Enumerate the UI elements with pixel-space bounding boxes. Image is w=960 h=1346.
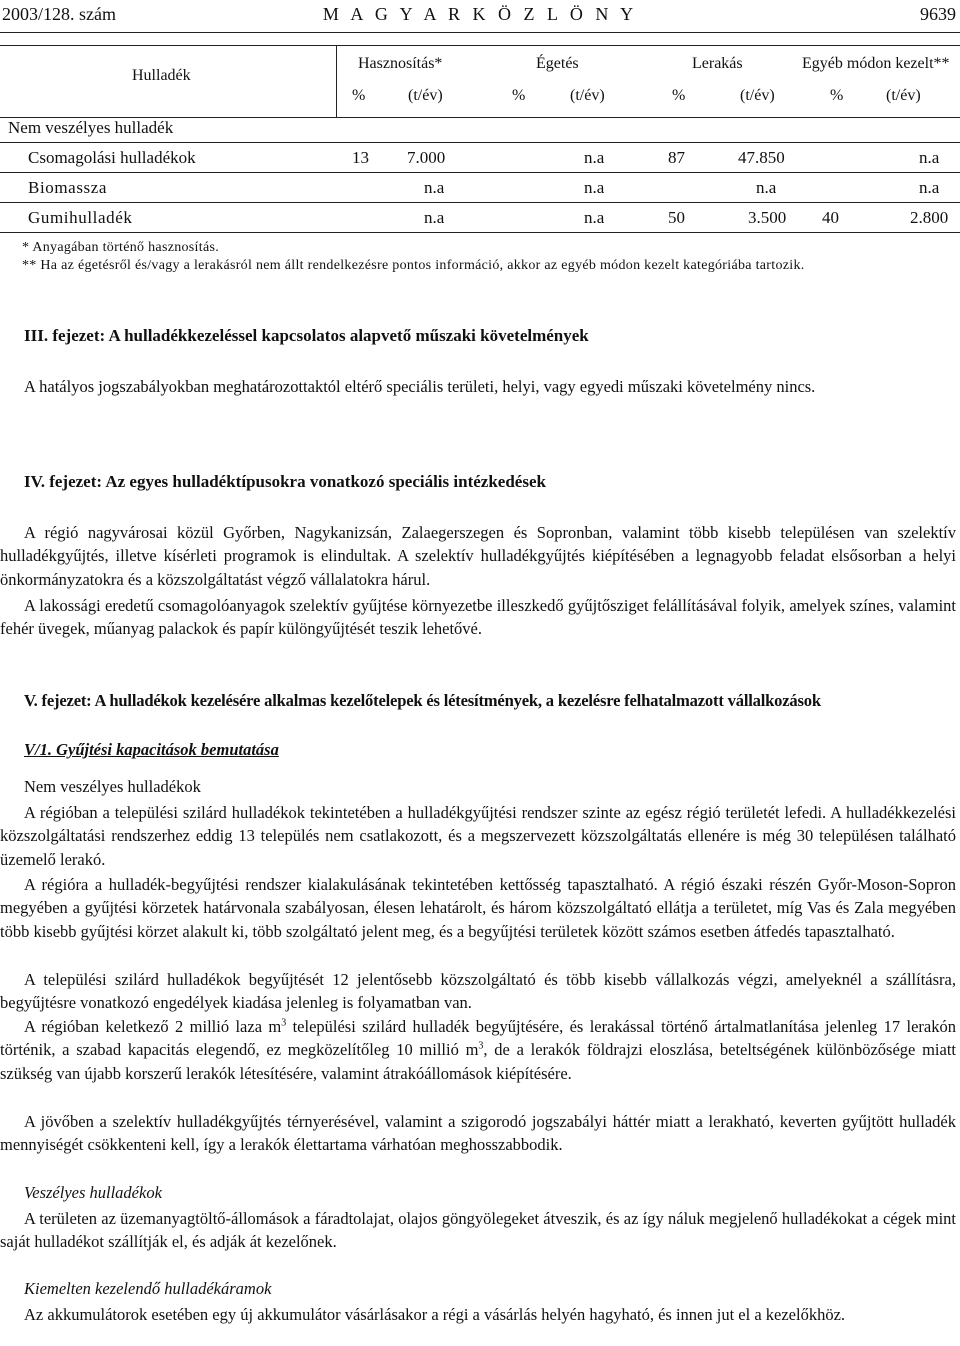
table-cell: 50 [668,208,685,227]
paragraph [0,594,956,641]
paragraph-text: A jövőben a szelektív hulladékgyűjtés térnyerésével, valamint a szigorodó jogszabályi háttér miatt a lerakható, keverten gyűjtött hulladék mennyiségét csökkenteni kell, így a lerakók élettartama várhatóan meghosszabbodik. [0,1112,956,1155]
paragraph-text: A lakossági eredetű csomagolóanyagok szelektív gyűjtése környezetbe illeszkedő gyűjtősziget felállításával folyik, amelyek színes, valamint fehér üvegek, műanyag palackok és papír különgyűjtését teszik lehetővé. [0,596,956,639]
table-cell: n.a [756,178,777,197]
paragraph-text: Az akkumulátorok esetében egy új akkumulátor vásárlásakor a régi a vásárlás helyén hagyható, és innen jut el a kezelőkhöz. [24,1305,846,1324]
chapter-heading: IV. fejezet: Az egyes hulladéktípusokra vonatkozó speciális intézkedések [24,472,546,491]
page-header [0,0,960,32]
page-number: 9639 [920,4,956,24]
subsection-label: Kiemelten kezelendő hulladékáramok [24,1279,272,1298]
table-cell: n.a [584,208,605,227]
table-cell: n.a [919,148,940,167]
paragraph [0,1303,956,1326]
table-corner-label: Hulladék [132,67,191,84]
group-header: Lerakás [692,55,743,72]
paragraph-text: A régióban a települési szilárd hulladékok tekintetében a hulladékgyűjtési rendszer szinte az egész régió területét lefedi. A hulladékkezelési közszolgáltatási rendszerhez eddig 13 település nem csatlakozott, és a megszervezett közszolgáltatás ellenére is még 30 településen található üzemelő lerakó. [0,803,956,869]
subsection-label: Nem veszélyes hulladékok [24,777,201,796]
paragraph [0,521,956,591]
row-label: Gumihulladék [28,208,133,227]
table-cell: 2.800 [910,208,949,227]
paragraph [0,968,956,1015]
paragraph [0,1110,956,1157]
table-section-rule [0,142,960,143]
issue-number: 2003/128. szám [2,4,116,24]
paragraph [0,801,956,871]
table-cell: n.a [424,178,445,197]
table-cell: 7.000 [407,148,446,167]
group-header: Égetés [536,55,579,72]
table-divider [336,45,337,117]
journal-title: M A G Y A R K Ö Z L Ö N Y [322,4,638,24]
paragraph-text: települési szilárd hulladék begyűjtésére, és lerakással történő ártalmatlanítása jelenleg 17 lerakón történik, a szabad kapacitás elegendő, ez megközelítőleg 10 millió m [0,1017,956,1060]
chapter-heading: V. fejezet: A hulladékok kezelésére alkalmas kezelőtelepek és létesítmények, a kezelésre felhatalmazott vállalkozások [24,691,821,710]
paragraph-text: A területen az üzemanyagtöltő-állomások a fáradtolajat, olajos göngyölegeket átveszik, és az így náluk megjelenő hulladékokat a cégek mint saját hulladékot szállítják el, és adják át kezelőnek. [0,1209,956,1252]
table-cell: n.a [584,178,605,197]
table-cell: 47.850 [738,148,785,167]
table-cell: n.a [584,148,605,167]
row-label: Csomagolási hulladékok [28,148,196,167]
row-rule [0,172,960,173]
table-cell: 13 [352,148,369,167]
table-cell: n.a [424,208,445,227]
footnote: * Anyagában történő hasznosítás. [22,240,219,255]
unit-header: % [830,87,844,104]
unit-header: % [512,87,526,104]
paragraph-text: A régióra a hulladék-begyűjtési rendszer kialakulásának tekintetében kettősség tapasztalható. A régió északi részén Győr-Moson-Sopron megyében a gyűjtési körzetek határvonala szabályosan, élesen lehatárolt, és három közszolgáltató ellátja a területet, míg Vas és Zala megyében több kisebb gyűjtési körzet alakult ki, több szolgáltató jelent meg, és a begyűjtési területek között számos esetben átfedés tapasztalható. [0,875,956,941]
unit-header: (t/év) [886,87,921,104]
unit-header: % [352,87,366,104]
paragraph [0,1207,956,1254]
footnote: ** Ha az égetésről és/vagy a lerakásról nem állt rendelkezésre pontos információ, akkor az egyéb módon kezelt kategóriába tartozik. [22,258,805,273]
subsection-heading: V/1. Gyűjtési kapacitások bemutatása [24,740,279,759]
unit-header: % [672,87,686,104]
paragraph-text: , de a lerakók földrajzi eloszlása, beteltségének különbözősége miatt szükség van újabb korszerű lerakók létesítésére, valamint átrakóállomások kiépítésére. [0,1040,957,1083]
unit-header: (t/év) [408,87,443,104]
table-cell: 87 [668,148,685,167]
table-cell: n.a [919,178,940,197]
header-rule [0,32,960,33]
paragraph-text: A hatályos jogszabályokban meghatározottaktól eltérő speciális területi, helyi, vagy egyedi műszaki követelmény nincs. [24,377,816,396]
group-header: Egyéb módon kezelt** [802,55,950,72]
paragraph-text: A települési szilárd hulladékok begyűjtését 12 jelentősebb közszolgáltató és több kisebb vállalkozás végzi, amelyeknél a szállításra, begyűjtésre vonatkozó engedélyek kiadása jelenleg is folyamatban van. [0,970,956,1013]
paragraph [0,873,956,943]
table-cell: 40 [822,208,839,227]
group-header: Hasznosítás* [358,55,443,72]
paragraph [0,1015,956,1085]
paragraph-text: A régióban keletkező 2 millió laza m [24,1017,282,1036]
superscript: 3 [281,1017,287,1029]
subsection-label: Veszélyes hulladékok [24,1183,162,1202]
table-top-rule [0,45,960,46]
unit-header: (t/év) [740,87,775,104]
row-rule [0,202,960,203]
chapter-heading: III. fejezet: A hulladékkezeléssel kapcsolatos alapvető műszaki követelmények [24,326,589,345]
unit-header: (t/év) [570,87,605,104]
paragraph [0,375,956,398]
table-bottom-rule [0,232,960,233]
row-label: Biomassza [28,178,108,197]
superscript: 3 [478,1040,484,1052]
table-section-label: Nem veszélyes hulladék [8,118,174,137]
paragraph-text: A régió nagyvárosai közül Győrben, Nagykanizsán, Zalaegerszegen és Sopronban, valamint több kisebb településen van szelektív hulladékgyűjtés, illetve kísérleti programok is elindultak. A szelektív hulladékgyűjtés kiépítésében a legnagyobb feladat elsősorban a helyi önkormányzatokra és a közszolgáltatást végző vállalatokra hárul. [0,523,956,589]
table-cell: 3.500 [748,208,787,227]
